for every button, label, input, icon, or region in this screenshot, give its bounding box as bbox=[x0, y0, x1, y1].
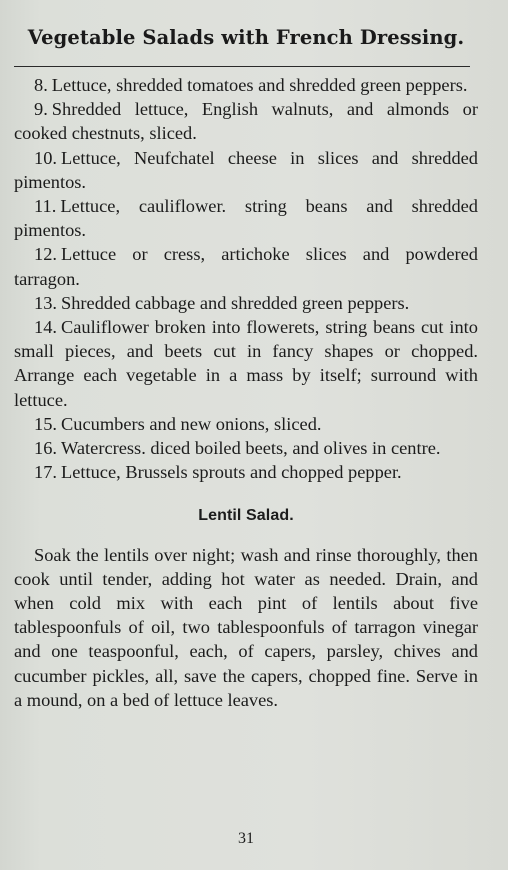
item-text: Lettuce, Neufchatel cheese in slices and shredded pimentos. bbox=[14, 147, 478, 192]
salad-item-12 bbox=[14, 242, 478, 290]
salad-item-17 bbox=[14, 460, 478, 484]
page-body bbox=[14, 73, 478, 712]
item-text: Lettuce or cress, artichoke slices and powdered tarragon. bbox=[14, 244, 478, 289]
salad-item-16 bbox=[14, 436, 478, 460]
page-header bbox=[14, 26, 478, 49]
lentil-salad-heading: Lentil Salad. bbox=[198, 507, 294, 525]
item-text: Lettuce, shredded tomatoes and shredded green peppers. bbox=[51, 75, 468, 95]
lentil-salad-paragraph: Soak the lentils over night; wash and rinse thoroughly, then cook until tender, adding hot water as needed. Drain, and when cold mix with each pint of lentils about five tablespoonfuls of oil, two tablespoonfuls of tarragon vinegar and one teaspoonful, each, of capers, parsley, chives and cucumber pickles, all, save the capers, chopped fine. Serve in a mound, on a bed of lettuce leaves. bbox=[14, 544, 478, 710]
item-number: 13. bbox=[34, 292, 57, 313]
salad-item-8 bbox=[14, 73, 478, 97]
salad-item-11 bbox=[14, 194, 478, 242]
item-text: Shredded cabbage and shredded green peppers. bbox=[61, 292, 410, 313]
item-number: 12. bbox=[34, 244, 57, 265]
item-number: 10. bbox=[34, 147, 57, 168]
item-number: 15. bbox=[34, 413, 57, 434]
page-number: 31 bbox=[238, 830, 254, 847]
item-text: Cucumbers and new onions, sliced. bbox=[61, 413, 322, 434]
salad-list bbox=[14, 73, 478, 484]
salad-item-9 bbox=[14, 97, 478, 145]
item-text: Watercress. diced boiled beets, and olives in centre. bbox=[61, 438, 441, 459]
salad-item-10 bbox=[14, 146, 478, 194]
item-number: 17. bbox=[34, 462, 57, 483]
salad-item-15 bbox=[14, 412, 478, 436]
item-number: 11. bbox=[34, 196, 57, 217]
page-title: Vegetable Salads with French Dressing. bbox=[27, 26, 465, 49]
item-text: Cauliflower broken into flowerets, string beans cut into small pieces, and beets cut in fancy shapes or chopped. Arrange each vegetable in a mass by itself; surround with lettuce. bbox=[14, 317, 478, 410]
item-text: Shredded lettuce, English walnuts, and almonds or cooked chestnuts, sliced. bbox=[14, 99, 478, 144]
item-number: 8. bbox=[34, 75, 48, 95]
item-number: 9. bbox=[34, 99, 48, 120]
item-number: 14. bbox=[34, 317, 57, 338]
header-rule bbox=[14, 66, 470, 67]
item-number: 16. bbox=[34, 438, 57, 459]
salad-item-14 bbox=[14, 315, 478, 412]
salad-item-13 bbox=[14, 291, 478, 315]
item-text: Lettuce, Brussels sprouts and chopped pepper. bbox=[61, 462, 402, 483]
item-text: Lettuce, cauliflower. string beans and shredded pimentos. bbox=[14, 196, 478, 241]
